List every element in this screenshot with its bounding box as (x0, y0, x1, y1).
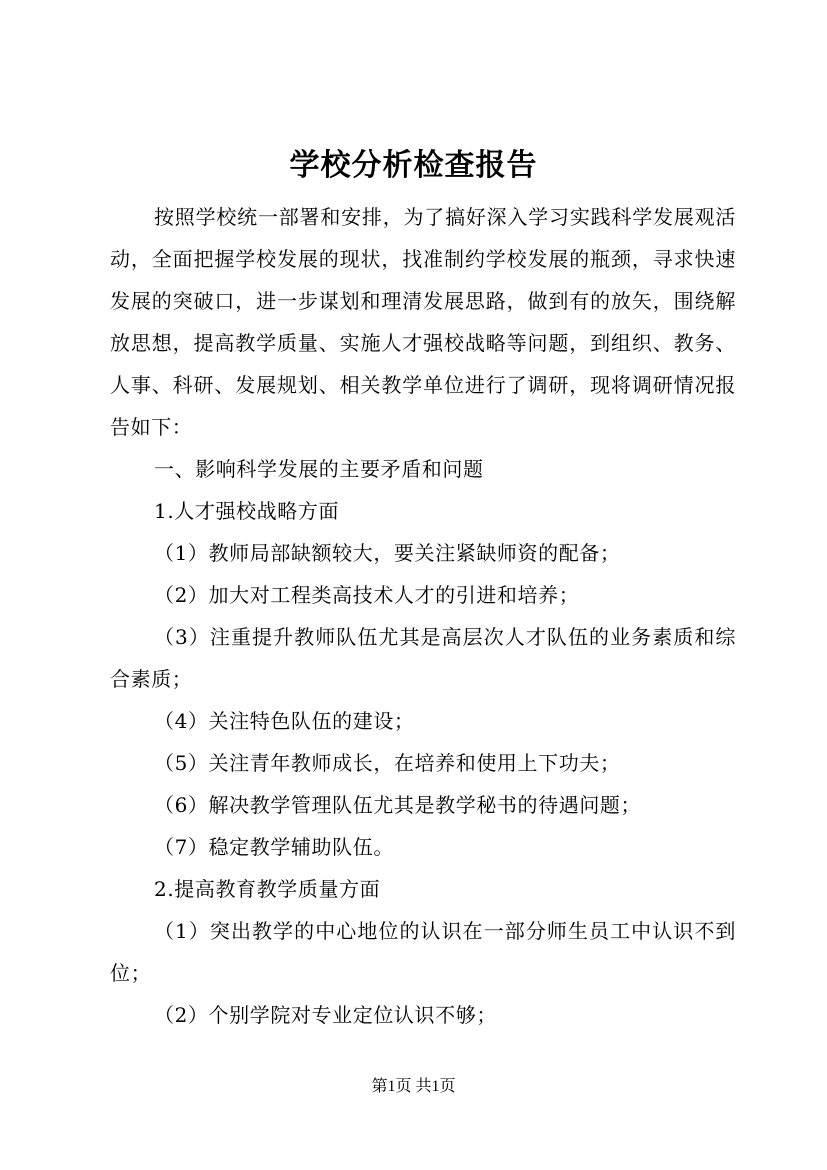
list-item: （2）加大对工程类高技术人才的引进和培养； (154, 583, 580, 607)
list-item: （4）关注特色队伍的建设； (154, 709, 415, 733)
document-body (110, 196, 736, 1036)
list-item: （7）稳定教学辅助队伍。 (154, 835, 394, 859)
list-item: （1）突出教学的中心地位的认识在一部分师生员工中认识不到位； (110, 919, 736, 985)
list-item: （6）解决教学管理队伍尤其是教学秘书的待遇问题； (154, 793, 642, 817)
document-title: 学校分析检查报告 (289, 148, 538, 183)
subsection-heading: 1.人才强校战略方面 (154, 499, 340, 523)
list-item: （3）注重提升教师队伍尤其是高层次人才队伍的业务素质和综合素质； (110, 625, 736, 691)
list-item: （2）个别学院对专业定位认识不够； (154, 1003, 497, 1027)
intro-paragraph: 按照学校统一部署和安排，为了搞好深入学习实践科学发展观活动，全面把握学校发展的现状，找准制约学校发展的瓶颈，寻求快速发展的突破口，进一步谋划和理清发展思路，做到有的放矢，围绕解放思想，提高教学质量、实施人才强校战略等问题，到组织、教务、人事、科研、发展规划、相关教学单位进行了调研，现将调研情况报告如下： (110, 205, 736, 439)
section-heading: 一、影响科学发展的主要矛盾和问题 (154, 457, 484, 481)
page-footer: 第1页 共1页 (371, 1078, 456, 1095)
list-item: （1）教师局部缺额较大，要关注紧缺师资的配备； (154, 541, 621, 565)
list-item: （5）关注青年教师成长，在培养和使用上下功夫； (154, 751, 621, 775)
subsection-heading: 2.提高教育教学质量方面 (154, 877, 381, 901)
